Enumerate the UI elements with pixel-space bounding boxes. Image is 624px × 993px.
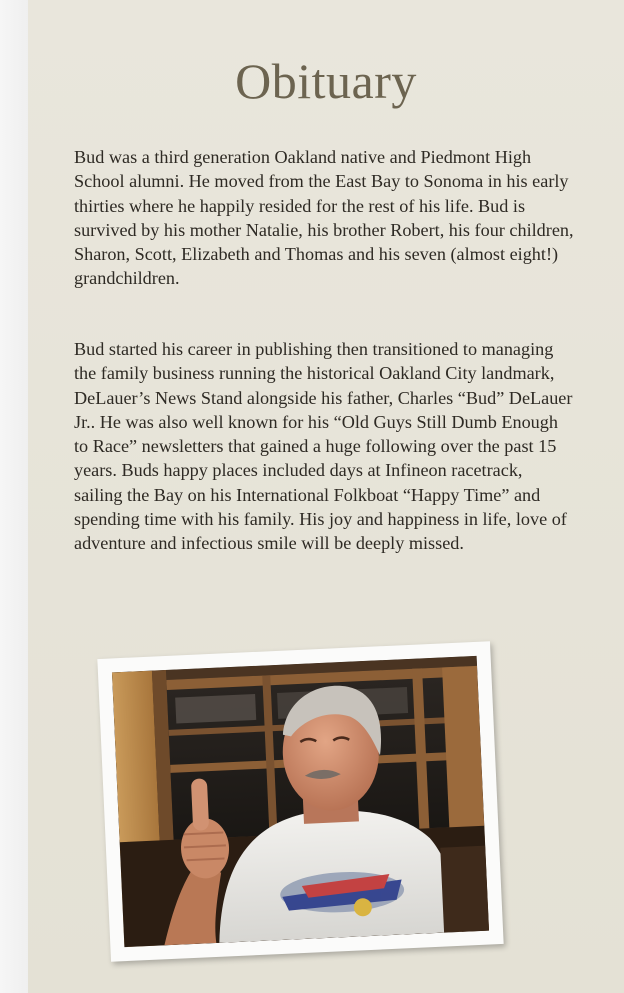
memorial-photo [112, 656, 489, 947]
obituary-paragraph-2: Bud started his career in publishing then transitioned to managing the family business running the historical Oakland City landmark, DeLauer’s News Stand alongside his father, Charles “Bud” DeLauer Jr.. He was also well known for his “Old Guys Still Dumb Enough to Race” newsletters that gained a huge following over the past 15 years. Buds happy places included days at Infineon racetrack, sailing the Bay on his International Folkboat “Happy Time” and spending time with his family. His joy and happiness in life, love of adventure and infectious smile will be deeply missed. [74, 339, 573, 554]
obituary-paragraph-1: Bud was a third generation Oakland native and Piedmont High School alumni. He moved from the East Bay to Sonoma in his early thirties where he happily resided for the rest of his life. Bud is survived by his mother Natalie, his brother Robert, his four children, Sharon, Scott, Elizabeth and Thomas and his seven (almost eight!) grandchildren. [74, 147, 574, 289]
photo-frame [97, 641, 503, 962]
page-edge-strip [0, 0, 28, 993]
page-title: Obituary [235, 53, 417, 109]
